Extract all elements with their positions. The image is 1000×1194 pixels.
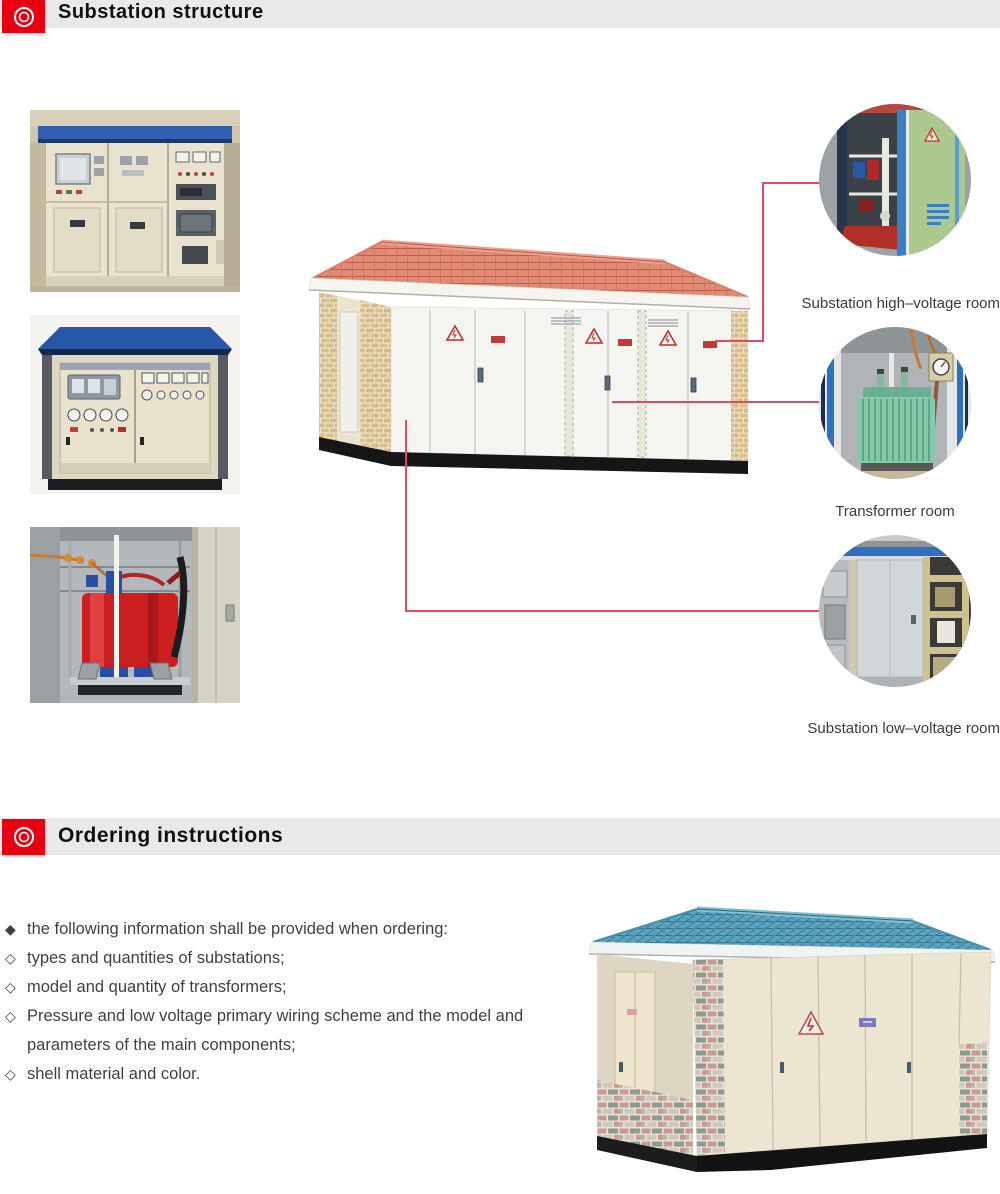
target-rings-icon — [11, 824, 37, 850]
low-voltage-room-illustration — [819, 535, 971, 687]
photo-transformer-room — [819, 327, 971, 479]
list-item — [5, 944, 583, 973]
list-item — [5, 915, 583, 944]
ordering-list — [5, 915, 583, 1089]
list-item-text: the following information shall be provided when ordering: — [27, 920, 448, 938]
substation-exterior-illustration — [575, 894, 1000, 1194]
callout-label-transformer: Transformer room — [835, 503, 955, 520]
high-voltage-room-illustration — [819, 104, 971, 256]
section-title: Ordering instructions — [58, 824, 284, 847]
section-title: Substation structure — [58, 1, 264, 23]
list-item-text: shell material and color. — [27, 1065, 201, 1083]
diamond-outline-icon: ◇ — [5, 1066, 16, 1082]
list-item-text: Pressure and low voltage primary wiring scheme and the model and parameters of the main components; — [27, 1007, 524, 1054]
list-item — [5, 1060, 583, 1089]
diamond-outline-icon: ◇ — [5, 950, 16, 966]
section-marker-icon — [2, 819, 45, 855]
photo-high-voltage-room — [819, 104, 971, 256]
section-ordering-instructions — [0, 818, 1000, 1194]
list-item-text: types and quantities of substations; — [27, 949, 285, 967]
list-item — [5, 973, 583, 1002]
photo-low-voltage-room — [819, 535, 971, 687]
diamond-filled-icon: ◆ — [5, 921, 16, 937]
callout-label-high-voltage: Substation high–voltage room — [801, 295, 1000, 312]
transformer-room-illustration — [819, 327, 971, 479]
list-item — [5, 1002, 583, 1060]
diamond-outline-icon: ◇ — [5, 1008, 16, 1024]
photo-substation-exterior — [575, 894, 1000, 1194]
diamond-outline-icon: ◇ — [5, 979, 16, 995]
callout-label-low-voltage: Substation low–voltage room — [807, 720, 1000, 737]
list-item-text: model and quantity of transformers; — [27, 978, 287, 996]
